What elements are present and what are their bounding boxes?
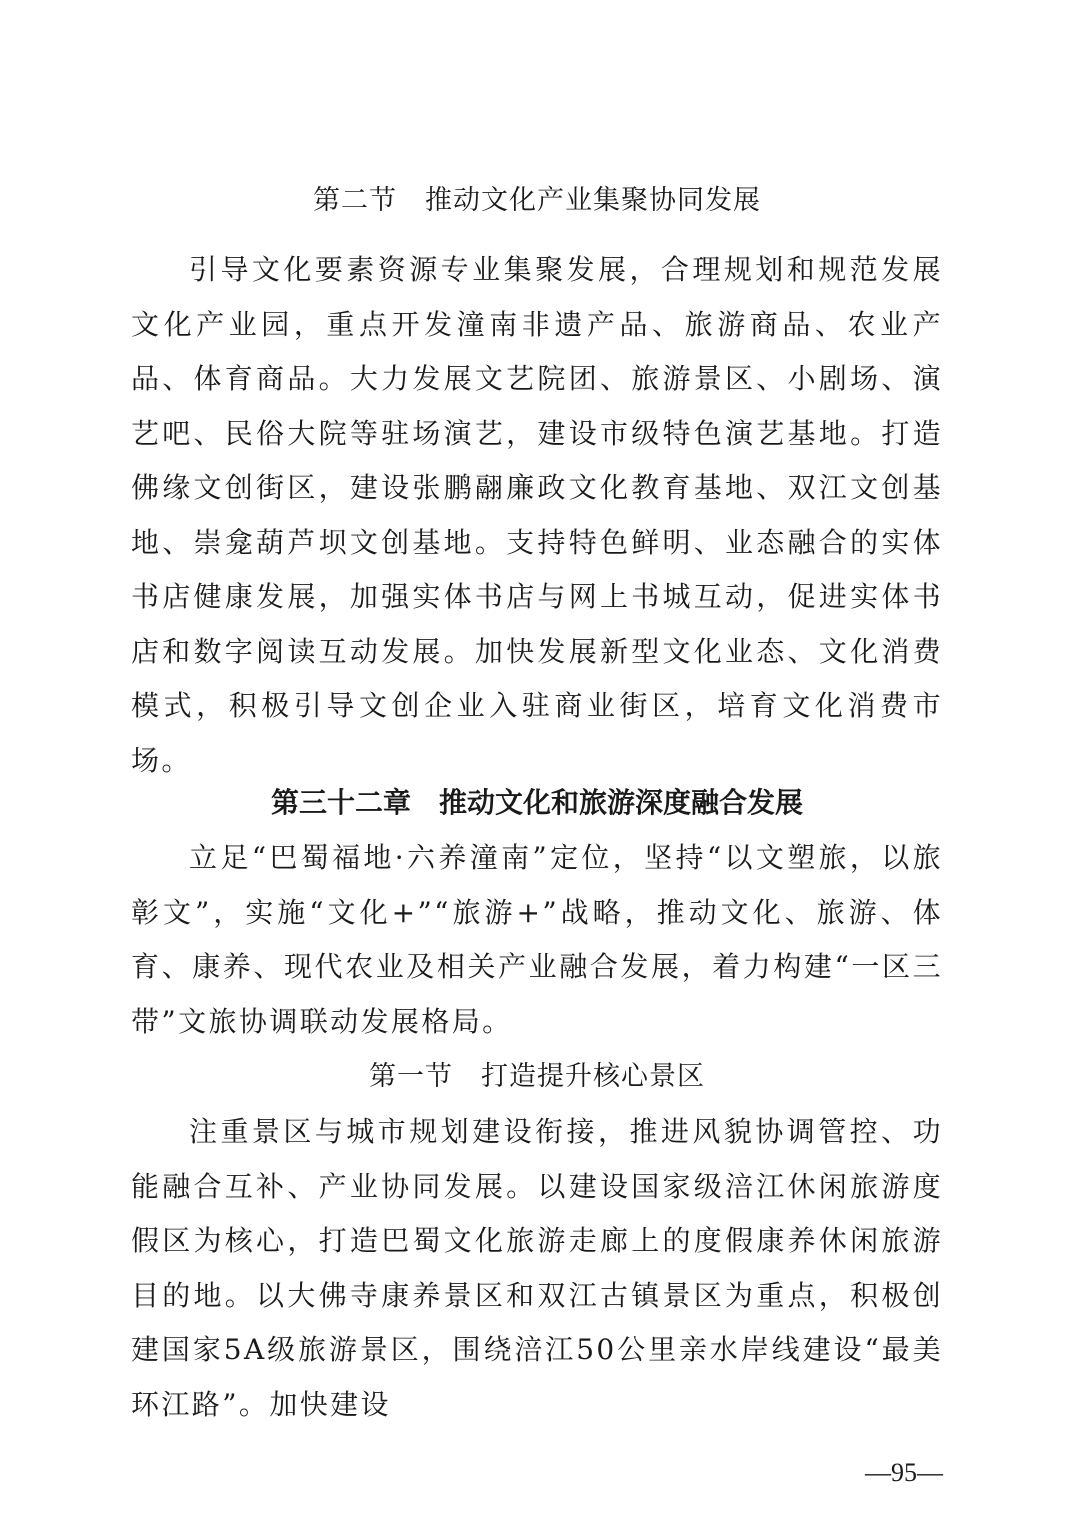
section-1-title: 第一节 打造提升核心景区 [369, 1061, 705, 1092]
section-1-paragraph: 注重景区与城市规划建设衔接，推进风貌协调管控、功能融合互补、产业协同发展。以建设国家级涪江休闲旅游度假区为核心，打造巴蜀文化旅游走廊上的度假康养休闲旅游目的地。以大佛寺康养景区和双江古镇景区为重点，积极创建国家5A级旅游景区，围绕涪江50公里亲水岸线建设“最美环江路”。加快建设 [131, 1115, 943, 1421]
section-2-paragraph: 引导文化要素资源专业集聚发展，合理规划和规范发展文化产业园，重点开发潼南非遗产品、旅游商品、农业产品、体育商品。大力发展文艺院团、旅游景区、小剧场、演艺吧、民俗大院等驻场演艺，建设市级特色演艺基地。打造佛缘文创街区，建设张鹏翮廉政文化教育基地、双江文创基地、崇龛葫芦坝文创基地。支持特色鲜明、业态融合的实体书店健康发展，加强实体书店与网上书城互动，促进实体书店和数字阅读互动发展。加快发展新型文化业态、文化消费模式，积极引导文创企业入驻商业街区，培育文化消费市场。 [131, 253, 943, 777]
section-2-title: 第二节 推动文化产业集聚协同发展 [313, 185, 761, 216]
chapter-32-paragraph: 立足“巴蜀福地·六养潼南”定位，坚持“以文塑旅，以旅彰文”，实施“文化+”“旅游+”战略，推动文化、旅游、体育、康养、现代农业及相关产业融合发展，着力构建“一区三带”文旅协调联动发展格局。 [131, 841, 943, 1038]
section-2-body [131, 243, 943, 788]
chapter-32-title: 第三十二章 推动文化和旅游深度融合发展 [270, 786, 803, 819]
chapter-32-body [131, 831, 943, 1049]
section-1-body [131, 1105, 943, 1432]
page-number: —95— [865, 1458, 943, 1487]
